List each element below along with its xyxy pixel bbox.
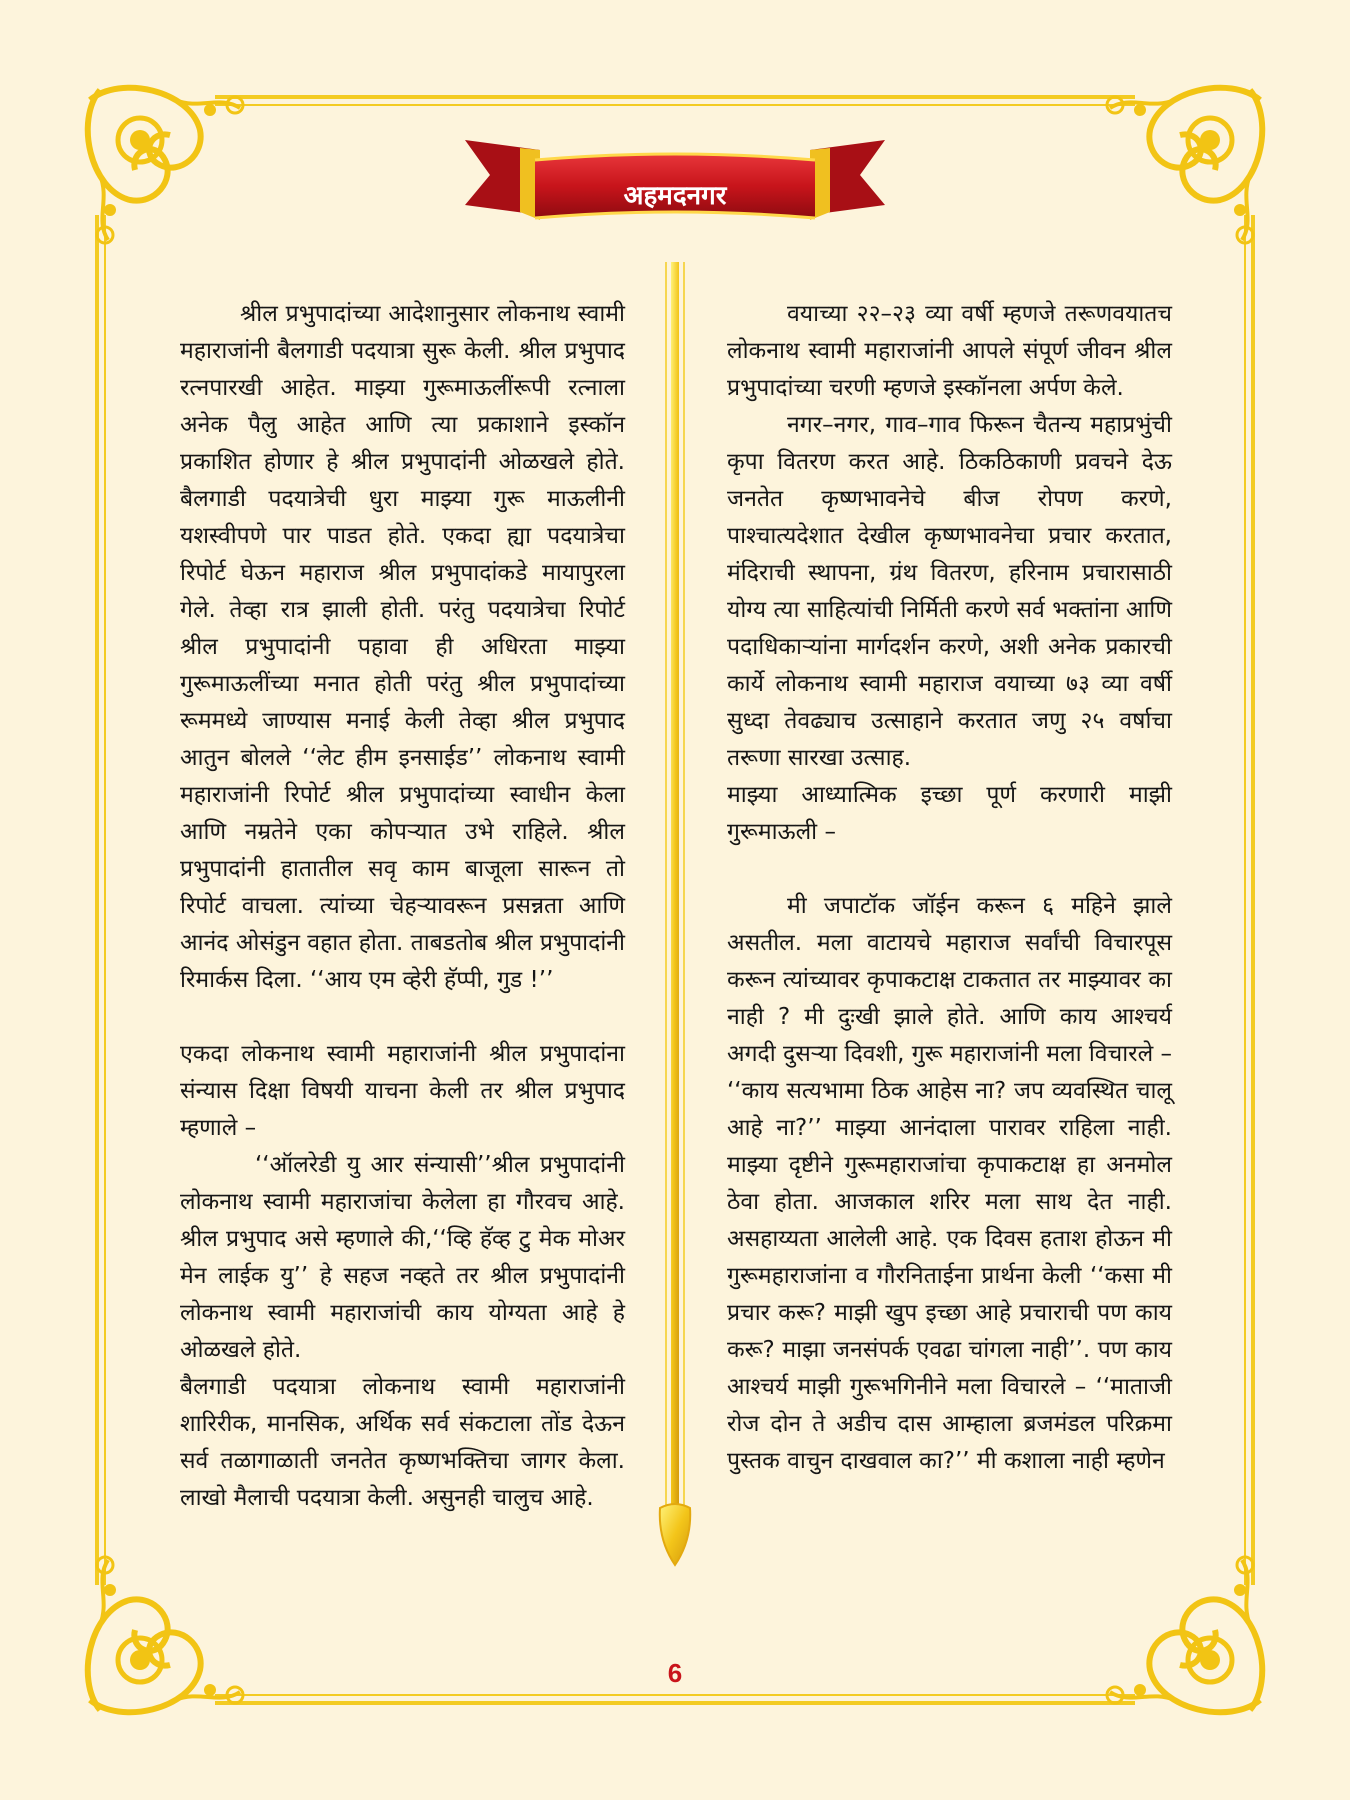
paragraph: मी जपाटॉक जॉईन करून ६ महिने झाले असतील. मला वाटायचे महाराज सर्वांची विचारपूस करून त्यांच्यावर कृपाकटाक्ष टाकतात तर माझ्यावर का नाही ? मी दुःखी झाले होते. आणि काय आश्चर्य अगदी दुसऱ्या दिवशी, गुरू महाराजांनी मला विचारले – ‘‘काय सत्यभामा ठिक आहेस ना? जप व्यवस्थित चालू आहे ना?’’ माझ्या आनंदाला पारावर राहिला नाही. माझ्या दृष्टीने गुरूमहाराजांचा कृपाकटाक्ष हा अनमोल ठेवा होता. आजकाल शरिर मला साथ देत नाही. असहाय्यता आलेली आहे. एक दिवस हताश होऊन मी गुरूमहाराजांना व गौरनिताईना प्रार्थना केली ‘‘कसा मी प्रचार करू? माझी खुप इच्छा आहे प्रचाराची पण काय करू? माझा जनसंपर्क एवढा चांगला नाही’’. पण काय आश्चर्य माझी गुरूभगिनीने मला विचारले – ‘‘माताजी रोज दोन ते अडीच दास आम्हाला ब्रजमंडल परिक्रमा पुस्तक वाचुन दाखवाल का?’’ मी कशाला नाही म्हणेन bbox=[727, 893, 1172, 1474]
paragraph: एकदा लोकनाथ स्वामी महाराजांनी श्रील प्रभुपादांना संन्यास दिक्षा विषयी याचना केली तर श्रील प्रभुपाद म्हणाले – bbox=[180, 1041, 625, 1141]
paragraph: श्रील प्रभुपादांच्या आदेशानुसार लोकनाथ स्वामी महाराजांनी बैलगाडी पदयात्रा सुरू केली. श्रील प्रभुपाद रत्नपारखी आहेत. माझ्या गुरूमाऊलींरूपी रत्नाला अनेक पैलु आहेत आणि त्या प्रकाशाने इस्कॉन प्रकाशित होणार हे श्रील प्रभुपादांनी ओळखले होते. बैलगाडी पदयात्रेची धुरा माझ्या गुरू माऊलीनी यशस्वीपणे पार पाडत होते. एकदा ह्या पदयात्रेचा रिपोर्ट घेऊन महाराज श्रील प्रभुपादांकडे मायापुरला गेले. तेव्हा रात्र झाली होती. परंतु पदयात्रेचा रिपोर्ट श्रील प्रभुपादांनी पहावा ही अधिरता माझ्या गुरूमाऊलींच्या मनात होती परंतु श्रील प्रभुपादांच्या रूममध्ये जाण्यास मनाई केली तेव्हा श्रील प्रभुपाद आतुन बोलले ‘‘लेट हीम इनसाईड’’ लोकनाथ स्वामी महाराजांनी रिपोर्ट श्रील प्रभुपादांच्या स्वाधीन केला आणि नम्रतेने एका कोपऱ्यात उभे राहिले. श्रील प्रभुपादांनी हातातील सवृ काम बाजूला सारून तो रिपोर्ट वाचला. त्यांच्या चेहऱ्यावरून प्रसन्नता आणि आनंद ओसंडुन वहात होता. ताबडतोब श्रील प्रभुपादांनी रिमार्कस दिला. ‘‘आय एम व्हेरी हॅप्पी, गुड !’’ bbox=[180, 301, 625, 993]
right-text-column bbox=[727, 296, 1172, 1480]
left-text-column bbox=[180, 296, 625, 1517]
paragraph-gap bbox=[180, 999, 625, 1036]
page-number: 6 bbox=[667, 1658, 683, 1688]
paragraph: ‘‘ऑलरेडी यु आर संन्यासी’’श्रील प्रभुपादांनी लोकनाथ स्वामी महाराजांचा केलेला हा गौरवच आहे. श्रील प्रभुपाद असे म्हणाले की,‘‘व्हि हॅव्ह टु मेक मोअर मेन लाईक यु’’ हे सहज नव्हते तर श्रील प्रभुपादांनी लोकनाथ स्वामी महाराजांची काय योग्यता आहे हे ओळखले होते. bbox=[180, 1152, 625, 1363]
column-divider bbox=[660, 262, 690, 1565]
paragraph: माझ्या आध्यात्मिक इच्छा पूर्ण करणारी माझी गुरूमाऊली – bbox=[727, 782, 1172, 845]
paragraph: वयाच्या २२–२३ व्या वर्षी म्हणजे तरूणवयातच लोकनाथ स्वामी महाराजांनी आपले संपूर्ण जीवन श्रील प्रभुपादांच्या चरणी म्हणजे इस्कॉनला अर्पण केले. bbox=[727, 301, 1172, 401]
page-title: अहमदनगर bbox=[623, 181, 727, 211]
paragraph-gap bbox=[727, 851, 1172, 888]
paragraph: नगर–नगर, गाव–गाव फिरून चैतन्य महाप्रभुंची कृपा वितरण करत आहे. ठिकठिकाणी प्रवचने देऊ जनतेत कृष्णभावनेचे बीज रोपण करणे, पाश्चात्यदेशात देखील कृष्णभावनेचा प्रचार करतात, मंदिराची स्थापना, ग्रंथ वितरण, हरिनाम प्रचारासाठी योग्य त्या साहित्यांची निर्मिती करणे सर्व भक्तांना आणि पदाधिकाऱ्यांना मार्गदर्शन करणे, अशी अनेक प्रकारची कार्ये लोकनाथ स्वामी महाराज वयाच्या ७३ व्या वर्षी सुध्दा तेवढ्याच उत्साहाने करतात जणु २५ वर्षाचा तरूणा सारखा उत्साह. bbox=[727, 412, 1172, 771]
paragraph: बैलगाडी पदयात्रा लोकनाथ स्वामी महाराजांनी शारिरीक, मानसिक, अर्थिक सर्व संकटाला तोंड देऊन सर्व तळागाळाती जनतेत कृष्णभक्तिचा जागर केला. लाखो मैलाची पदयात्रा केली. असुनही चालुच आहे. bbox=[180, 1374, 625, 1511]
